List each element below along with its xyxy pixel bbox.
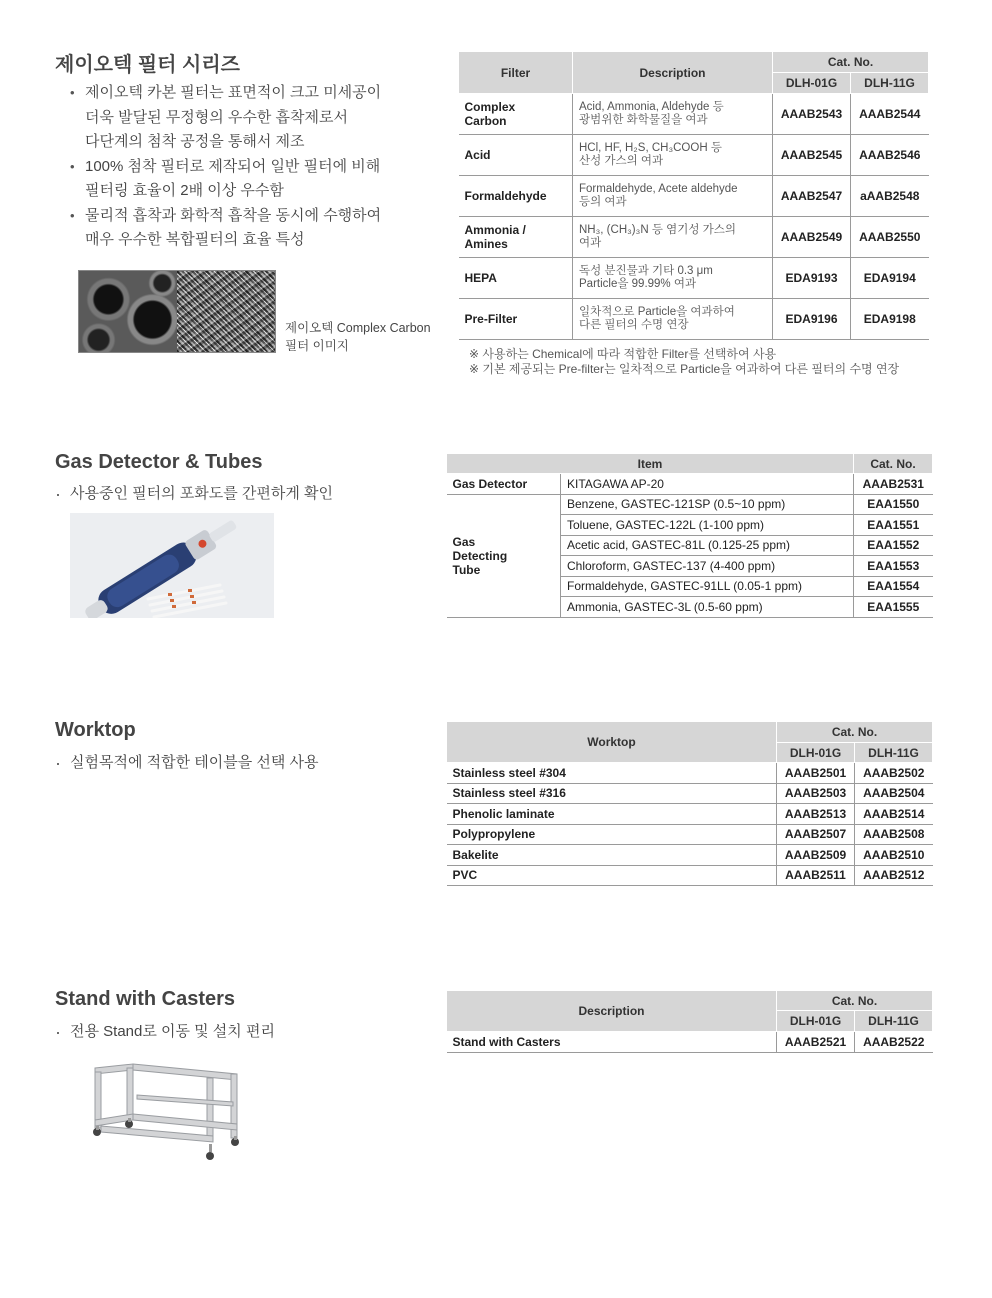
gas-detector-item: KITAGAWA AP-20	[561, 474, 854, 495]
filter-table	[458, 51, 929, 340]
worktop-name: PVC	[447, 865, 777, 886]
cat-no-11g: AAAB2514	[855, 804, 933, 825]
worktop-name: Bakelite	[447, 845, 777, 866]
cat-no-11g: EDA9194	[851, 258, 929, 299]
table-row	[447, 845, 933, 866]
worktop-section-title: Worktop	[55, 719, 136, 741]
cat-no-01g: EDA9196	[773, 299, 851, 340]
filter-bullet-list	[70, 81, 381, 253]
description-header: Description	[573, 52, 773, 94]
gas-section-title: Gas Detector & Tubes	[55, 451, 263, 473]
gas-detector-image	[70, 513, 274, 618]
table-row	[459, 299, 929, 340]
cat-no-01g: AAAB2521	[777, 1032, 855, 1053]
table-row	[447, 804, 933, 825]
worktop-bullet: · 실험목적에 적합한 테이블을 선택 사용	[55, 751, 319, 776]
filter-header: Filter	[459, 52, 573, 94]
table-row	[459, 258, 929, 299]
table-row	[459, 135, 929, 176]
filter-description: Acid, Ammonia, Aldehyde 등 광범위한 화학물질을 여과	[573, 94, 773, 135]
dlh-11g-header: DLH-11G	[855, 743, 933, 763]
cat-no-01g: AAAB2513	[777, 804, 855, 825]
cat-no-01g: AAAB2503	[777, 783, 855, 804]
cat-no-header: Cat. No.	[777, 722, 933, 743]
worktop-name: Phenolic laminate	[447, 804, 777, 825]
filter-description: 독성 분진물과 기타 0.3 μm Particle을 99.99% 여과	[573, 258, 773, 299]
cat-no-11g: AAAB2512	[855, 865, 933, 886]
stand-section-title: Stand with Casters	[55, 988, 236, 1010]
filter-name: Ammonia / Amines	[459, 217, 573, 258]
tube-cat: EAA1551	[854, 515, 933, 536]
table-row	[459, 94, 929, 135]
cat-no-header: Cat. No.	[777, 991, 933, 1011]
tube-item: Toluene, GASTEC-122L (1-100 ppm)	[561, 515, 854, 536]
cat-no-01g: AAAB2509	[777, 845, 855, 866]
cat-no-01g: AAAB2543	[773, 94, 851, 135]
gas-bullet-list	[55, 482, 333, 507]
filter-description: Formaldehyde, Acete aldehyde 등의 여과	[573, 176, 773, 217]
gas-detector-cat: AAAB2531	[854, 474, 933, 495]
filter-name: Formaldehyde	[459, 176, 573, 217]
stand-name: Stand with Casters	[447, 1032, 777, 1053]
cat-no-01g: AAAB2511	[777, 865, 855, 886]
stand-bullet-list	[55, 1020, 275, 1045]
carbon-filter-image	[78, 270, 276, 353]
cat-no-11g: AAAB2502	[855, 763, 933, 784]
filter-name: HEPA	[459, 258, 573, 299]
table-row	[447, 783, 933, 804]
filter-description: 일차적으로 Particle을 여과하여 다른 필터의 수명 연장	[573, 299, 773, 340]
cat-no-11g: aAAB2548	[851, 176, 929, 217]
tube-item: Chloroform, GASTEC-137 (4-400 ppm)	[561, 556, 854, 577]
filter-bullet-1: • 제이오텍 카본 필터는 표면적이 크고 미세공이 더욱 발달된 무정형의 우수한 흡착제로서 다단계의 첨착 공정을 통해서 제조	[70, 81, 381, 155]
description-header: Description	[447, 991, 777, 1032]
worktop-table	[446, 721, 933, 886]
table-row	[447, 763, 933, 784]
cat-no-header: Cat. No.	[854, 454, 933, 474]
filter-name: Acid	[459, 135, 573, 176]
cat-no-11g: AAAB2508	[855, 824, 933, 845]
tube-cat: EAA1554	[854, 576, 933, 597]
tube-item: Ammonia, GASTEC-3L (0.5-60 ppm)	[561, 597, 854, 618]
filter-name: Pre-Filter	[459, 299, 573, 340]
gas-detector-label: Gas Detector	[447, 474, 561, 495]
stand-table	[446, 990, 933, 1053]
cat-no-11g: AAAB2550	[851, 217, 929, 258]
filter-name: Complex Carbon	[459, 94, 573, 135]
dlh-11g-header: DLH-11G	[855, 1011, 933, 1032]
gas-tube-label: Gas Detecting Tube	[447, 494, 561, 617]
filter-description: HCl, HF, H₂S, CH₃COOH 등 산성 가스의 여과	[573, 135, 773, 176]
tube-cat: EAA1553	[854, 556, 933, 577]
dlh-11g-header: DLH-11G	[851, 73, 929, 94]
table-row	[459, 217, 929, 258]
tube-item: Benzene, GASTEC-121SP (0.5~10 ppm)	[561, 494, 854, 515]
tube-cat: EAA1552	[854, 535, 933, 556]
dlh-01g-header: DLH-01G	[777, 743, 855, 763]
table-row	[447, 494, 933, 515]
cat-no-header: Cat. No.	[773, 52, 929, 73]
filter-bullet-3: • 물리적 흡착과 화학적 흡착을 동시에 수행하여 매우 우수한 복합필터의 효율 특성	[70, 204, 381, 253]
cat-no-11g: AAAB2544	[851, 94, 929, 135]
gas-bullet: · 사용중인 필터의 포화도를 간편하게 확인	[55, 482, 333, 507]
worktop-name: Stainless steel #304	[447, 763, 777, 784]
cat-no-11g: AAAB2510	[855, 845, 933, 866]
filter-section-title: 제이오텍 필터 시리즈	[55, 54, 240, 76]
tube-item: Acetic acid, GASTEC-81L (0.125-25 ppm)	[561, 535, 854, 556]
table-row	[447, 1032, 933, 1053]
cat-no-11g: AAAB2546	[851, 135, 929, 176]
dlh-01g-header: DLH-01G	[777, 1011, 855, 1032]
cat-no-01g: AAAB2547	[773, 176, 851, 217]
cat-no-01g: AAAB2549	[773, 217, 851, 258]
table-row	[447, 824, 933, 845]
table-row	[447, 865, 933, 886]
tube-item: Formaldehyde, GASTEC-91LL (0.05-1 ppm)	[561, 576, 854, 597]
cat-no-11g: EDA9198	[851, 299, 929, 340]
filter-bullet-2: • 100% 첨착 필터로 제작되어 일반 필터에 비해 필터링 효율이 2배 이상 우수함	[70, 155, 381, 204]
stand-image	[85, 1060, 245, 1165]
cat-no-01g: EDA9193	[773, 258, 851, 299]
filter-image-caption: 제이오텍 Complex Carbon 필터 이미지	[285, 321, 431, 353]
cat-no-11g: AAAB2522	[855, 1032, 933, 1053]
tube-cat: EAA1555	[854, 597, 933, 618]
tube-cat: EAA1550	[854, 494, 933, 515]
worktop-name: Polypropylene	[447, 824, 777, 845]
worktop-header: Worktop	[447, 722, 777, 763]
cat-no-01g: AAAB2545	[773, 135, 851, 176]
cat-no-11g: AAAB2504	[855, 783, 933, 804]
cat-no-01g: AAAB2507	[777, 824, 855, 845]
table-row	[459, 176, 929, 217]
cat-no-01g: AAAB2501	[777, 763, 855, 784]
dlh-01g-header: DLH-01G	[773, 73, 851, 94]
gas-table	[446, 453, 933, 618]
stand-bullet: · 전용 Stand로 이동 및 설치 편리	[55, 1020, 275, 1045]
filter-description: NH₃, (CH₃)₃N 등 염기성 가스의 여과	[573, 217, 773, 258]
worktop-name: Stainless steel #316	[447, 783, 777, 804]
table-row	[447, 474, 933, 495]
item-header: Item	[447, 454, 854, 474]
worktop-bullet-list	[55, 751, 319, 776]
filter-notes: ※ 사용하는 Chemical에 따라 적합한 Filter를 선택하여 사용 ※ 기본 제공되는 Pre-filter는 일차적으로 Particle을 여과하여 다른 필터의 수명 연장	[469, 347, 900, 376]
